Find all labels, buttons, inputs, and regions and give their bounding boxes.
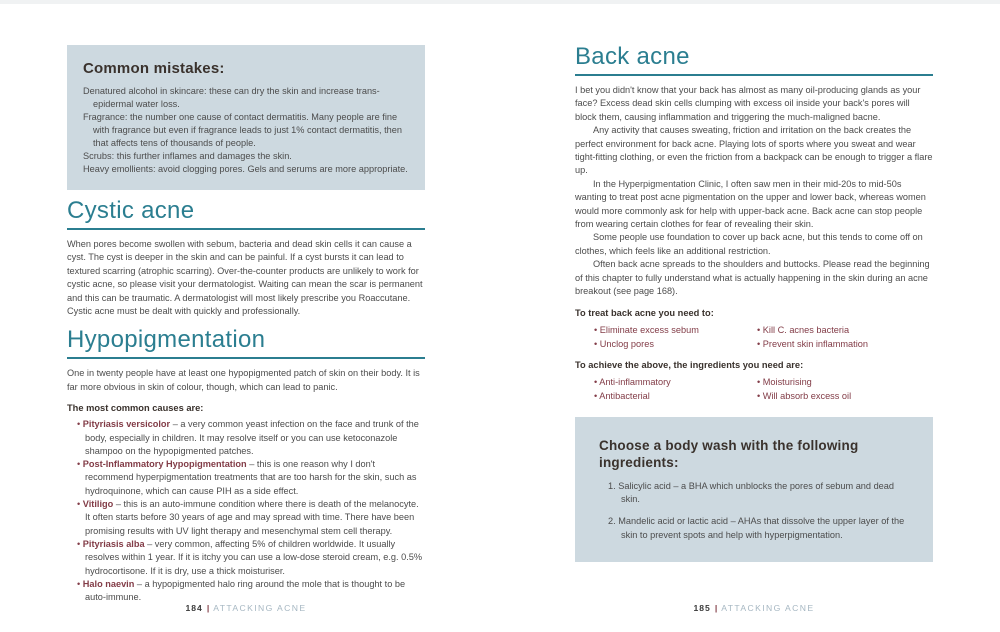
causes-heading: The most common causes are: — [67, 403, 204, 414]
treat-item: Eliminate excess sebum — [599, 324, 699, 335]
achieve-item: Moisturising — [762, 376, 812, 387]
list-item — [594, 323, 757, 337]
item-number: 2. — [608, 516, 616, 527]
list-item-pityriasis-versicolor — [67, 418, 425, 458]
bullet-icon: • — [77, 459, 81, 470]
body-wash-box — [575, 417, 933, 563]
mistake-item-scrubs: Scrubs: this further inflames and damages the skin. — [83, 151, 292, 161]
back-acne-paragraph: Some people use foundation to cover up back acne, but this tends to come off on clothes, which feels like an additional restriction. — [575, 232, 923, 256]
bullet-icon: • — [757, 324, 761, 335]
chapter-title: ATTACKING ACNE — [721, 603, 815, 613]
list-item — [757, 375, 933, 389]
numbered-item-salicylic — [599, 480, 909, 507]
page-number: 185 — [693, 603, 711, 613]
common-mistakes-title: Common mistakes: — [83, 60, 225, 77]
achieve-item: Antibacterial — [599, 390, 650, 401]
achieve-list — [575, 375, 933, 403]
cause-lead: Pityriasis alba — [82, 538, 145, 549]
treat-list-column-2 — [757, 323, 933, 351]
treat-item: Kill C. acnes bacteria — [762, 324, 850, 335]
treat-list-column-1 — [575, 323, 757, 351]
item-text: Mandelic acid or lactic acid – AHAs that dissolve the upper layer of the skin to prevent spots and help with hyperpigmentation. — [618, 516, 905, 540]
list-item — [594, 337, 757, 351]
treat-list — [575, 323, 933, 351]
cause-text: – a very common yeast infection on the face and trunk of the body, especially in children. It may resolve itself or you can use ketoconazole shampoo on the hypopigmented patches. — [85, 419, 419, 456]
item-text: Salicylic acid – a BHA which unblocks the pores of sebum and dead skin. — [618, 480, 895, 504]
bullet-icon: • — [594, 390, 598, 401]
causes-list — [67, 418, 425, 604]
hypopigmentation-paragraph: One in twenty people have at least one hypopigmented patch of skin on their body. It is far more obvious in skin of colour, though, which can lead to panic. — [67, 368, 420, 392]
list-item-pityriasis-alba — [67, 538, 425, 578]
treat-item: Prevent skin inflammation — [762, 338, 868, 349]
list-item — [757, 389, 933, 403]
page-number: 184 — [185, 603, 203, 613]
achieve-item: Anti-inflammatory — [599, 376, 671, 387]
back-acne-paragraph: Any activity that causes sweating, friction and irritation on the back creates the perfect environment for back acne. Playing lots of sports where you sweat and wear tight-fitting clothing, or even the friction from a backpack can be enough to trigger a flare up. — [575, 125, 933, 176]
list-item-vitiligo — [67, 498, 425, 538]
bullet-icon: • — [757, 338, 761, 349]
list-item — [757, 323, 933, 337]
item-number: 1. — [608, 480, 616, 491]
cause-text: – this is one reason why I don't recommend hyperpigmentation treatments that are too harsh for the skin, such as hydroquinone, which can cause PIH as a side effect. — [85, 459, 417, 496]
bullet-icon: • — [757, 376, 761, 387]
cause-text: – a hypopigmented halo ring around the mole that is thought to be auto-immune. — [85, 578, 406, 603]
left-page-footer — [67, 603, 425, 613]
back-acne-paragraph: I bet you didn't know that your back has almost as many oil-producing glands as your face? Excess dead skin cells clumping with excess oil inside your back's pores will block them, causing inflammation and triggering the much-maligned bacne. — [575, 85, 921, 122]
bullet-icon: • — [77, 578, 81, 589]
chapter-title: ATTACKING ACNE — [213, 603, 307, 613]
cause-lead: Pityriasis versicolor — [82, 419, 171, 430]
bullet-icon: • — [77, 538, 81, 549]
achieve-item: Will absorb excess oil — [762, 390, 852, 401]
list-item-halo-naevin — [67, 578, 425, 605]
numbered-item-mandelic — [599, 515, 909, 542]
mistake-item-denatured-alcohol: Denatured alcohol in skincare: these can dry the skin and increase trans-epidermal water loss. — [83, 86, 380, 109]
bullet-icon: • — [757, 390, 761, 401]
list-item — [594, 389, 757, 403]
body-wash-box-title: Choose a body wash with the following ingredients: — [599, 437, 859, 470]
cystic-acne-paragraph: When pores become swollen with sebum, bacteria and dead skin cells it can cause a cyst. The cyst is deeper in the skin and can be painful. If a cyst bursts it can lead to textured scarring (atrophic scarring). Over-the-counter products are unlikely to work for cystic acne, so please visit your dermatologist. Waiting can mean the scar is permanent and this can be traumatic. A dermatologist will most likely prescribe you Roaccutane. Cystic acne must be dealt with quickly and professionally. — [67, 239, 423, 317]
cause-lead: Halo naevin — [82, 578, 135, 589]
left-page — [67, 0, 425, 604]
back-acne-paragraph: In the Hyperpigmentation Clinic, I often saw men in their mid-20s to mid-50s wanting to treat post acne pigmentation on the upper and lower back, whereas women would more commonly ask for help with upper-back acne. Back acne can stop people from wearing certain clothes for fear of revealing their skin. — [575, 178, 926, 230]
bullet-icon: • — [77, 499, 81, 510]
section-title-cystic-acne: Cystic acne — [67, 198, 425, 230]
bullet-icon: • — [77, 419, 81, 430]
achieve-list-column-1 — [575, 375, 757, 403]
footer-separator: | — [714, 603, 718, 613]
achieve-list-column-2 — [757, 375, 933, 403]
right-page — [575, 0, 933, 562]
cause-lead: Post-Inflammatory Hypopigmentation — [82, 459, 247, 470]
back-acne-paragraph: Often back acne spreads to the shoulders and buttocks. Please read the beginning of this chapter to fully understand what is actually happening in the skin during an acne breakout (see page 168). — [575, 259, 930, 297]
bullet-icon: • — [594, 324, 598, 335]
cause-text: – very common, affecting 5% of children worldwide. It usually resolves within 1 year. If it is itchy you can use a low-dose steroid cream, e.g. 0.5% hydrocortisone. If it is dry, use a thick moisturiser. — [85, 538, 423, 576]
list-item-pih — [67, 458, 425, 498]
bullet-icon: • — [594, 376, 598, 387]
cause-lead: Vitiligo — [82, 499, 114, 510]
section-title-back-acne: Back acne — [575, 44, 933, 76]
bullet-icon: • — [594, 338, 598, 349]
section-title-hypopigmentation: Hypopigmentation — [67, 327, 425, 359]
cause-text: – this is an auto-immune condition where there is death of the melanocyte. It often starts before 30 years of age and may spread with time. There have been promising results with UV light therapy and mesenchymal stem cell therapy. — [85, 499, 419, 536]
common-mistakes-box — [67, 45, 425, 190]
list-item — [594, 375, 757, 389]
mistake-item-heavy-emollients: Heavy emollients: avoid clogging pores. Gels and serums are more appropriate. — [83, 164, 408, 174]
list-item — [757, 337, 933, 351]
achieve-heading: To achieve the above, the ingredients you need are: — [575, 359, 804, 370]
treat-heading: To treat back acne you need to: — [575, 307, 714, 318]
treat-item: Unclog pores — [599, 338, 654, 349]
footer-separator: | — [206, 603, 210, 613]
mistake-item-fragrance: Fragrance: the number one cause of contact dermatitis. Many people are fine with fragrance but even if fragrance leads to just 1% contact dermatitis, then that affects tens of thousands of people. — [83, 112, 402, 148]
right-page-footer — [575, 603, 933, 613]
